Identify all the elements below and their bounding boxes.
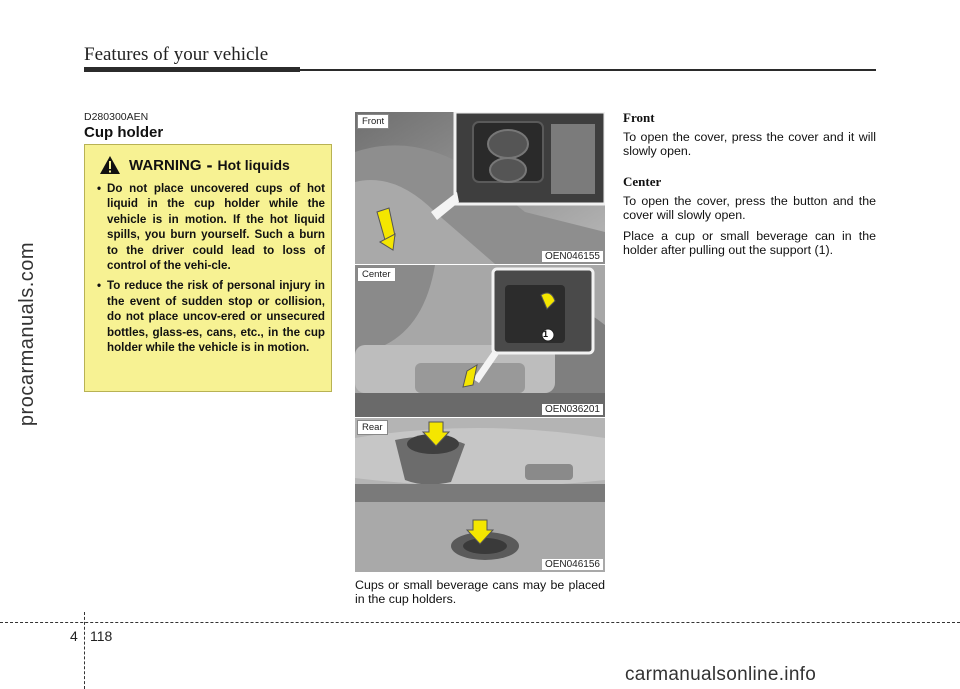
callout-1: 1	[543, 329, 549, 339]
center-text-2: Place a cup or small beverage can in the holder after pulling out the support (1).	[623, 229, 876, 257]
warning-triangle-icon	[99, 155, 121, 175]
photo-rear	[355, 418, 605, 572]
footer-rule	[0, 622, 960, 623]
photo-code-front: OEN046155	[542, 251, 603, 262]
warning-item: • To reduce the risk of personal injury in the event of sudden stop or collision, do not place uncov-ered or unsecured bottles, glass-es, cans, etc., in the cup holder while the vehicle is in motion.	[97, 278, 325, 355]
center-heading: Center	[623, 174, 662, 189]
section-code: D280300AEN	[84, 111, 149, 123]
header-rule-thin	[300, 69, 876, 71]
front-text: To open the cover, press the cover and it will slowly open.	[623, 130, 876, 158]
photo-label-center: Center	[357, 267, 396, 282]
photo-center	[355, 265, 605, 417]
photo-code-center: OEN036201	[542, 404, 603, 415]
photo-rear-illustration	[355, 418, 605, 572]
page-number: 118	[90, 628, 113, 644]
photo-label-front: Front	[357, 114, 389, 129]
footer-vertical-rule	[84, 612, 85, 689]
section-title: Cup holder	[84, 124, 164, 141]
warning-header	[99, 153, 290, 177]
warning-subtitle: Hot liquids	[217, 157, 290, 173]
photo-caption: Cups or small beverage cans may be placed in the cup holders.	[355, 578, 605, 606]
photo-front	[355, 112, 605, 264]
photo-code-rear: OEN046156	[542, 559, 603, 570]
warning-list	[97, 181, 325, 360]
bottom-watermark: carmanualsonline.info	[625, 664, 817, 685]
header-rule-thick	[84, 67, 300, 72]
center-text-1: To open the cover, press the button and the cover will slowly open.	[623, 194, 876, 222]
front-heading: Front	[623, 110, 655, 125]
chapter-number: 4	[70, 628, 78, 644]
photo-center-illustration	[355, 265, 605, 417]
side-watermark: procarmanuals.com	[16, 241, 38, 427]
warning-item: • Do not place uncovered cups of hot liquid in the cup holder while the vehicle is in motion. If the hot liquid spills, you burn yourself. Such a burn to the driver could lead to loss of control of the vehi-cle.	[97, 181, 325, 273]
warning-dash: -	[206, 154, 213, 175]
warning-box	[84, 144, 332, 392]
page-header-title: Features of your vehicle	[84, 44, 269, 65]
right-column	[623, 110, 876, 264]
photo-label-rear: Rear	[357, 420, 388, 435]
photo-front-illustration	[355, 112, 605, 264]
warning-word: WARNING	[129, 156, 202, 174]
